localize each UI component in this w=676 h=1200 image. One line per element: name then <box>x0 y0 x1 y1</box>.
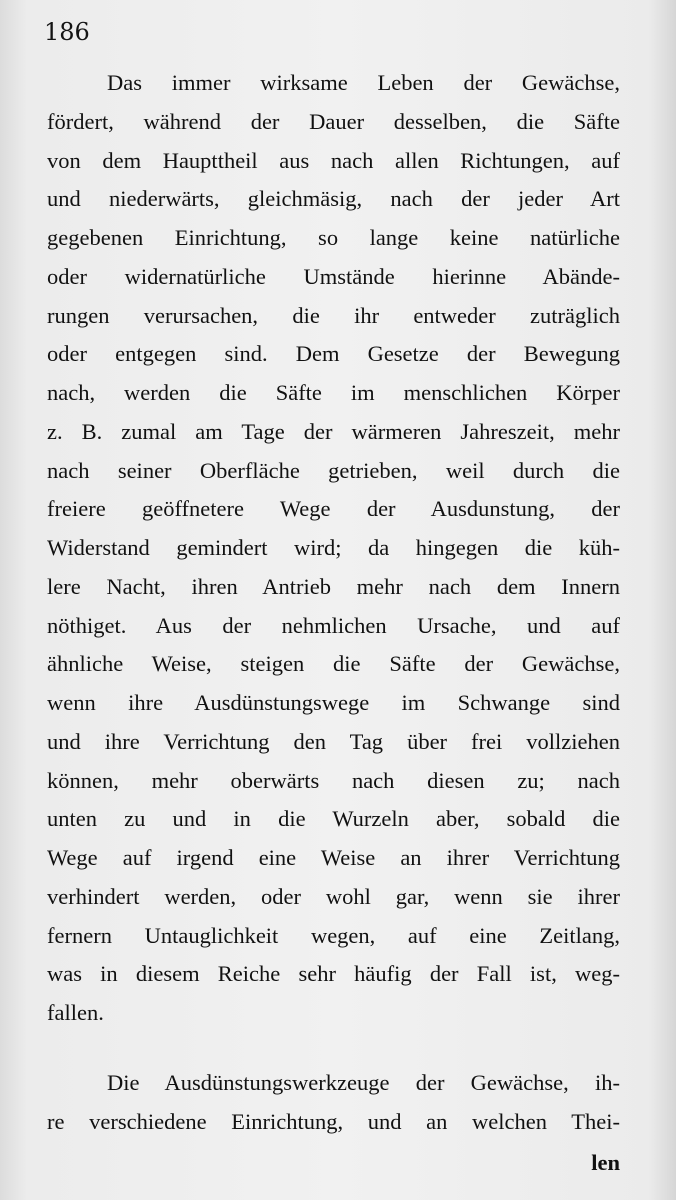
text-line: können, mehr oberwärts nach diesen zu; nach <box>47 767 620 793</box>
page-number: 186 <box>44 18 90 46</box>
text-line: Widerstand gemindert wird; da hingegen die küh- <box>47 535 620 560</box>
text-line: und ihre Verrichtung den Tag über frei vollziehen <box>47 728 620 754</box>
text-line: oder widernatürliche Umstände hierinne Abände- <box>47 263 620 289</box>
text-line: Das immer wirksame Leben der Gewächse, <box>107 70 620 95</box>
text-line: Die Ausdünstungswerkzeuge der Gewächse, ih- <box>107 1070 620 1095</box>
text-line: von dem Haupttheil aus nach allen Richtungen, auf <box>47 147 620 173</box>
text-line: oder entgegen sind. Dem Gesetze der Bewegung <box>47 341 620 367</box>
text-line: fallen. <box>47 1000 104 1025</box>
text-line: gegebenen Einrichtung, so lange keine natürliche <box>47 225 620 250</box>
paragraph-1 <box>47 64 620 1033</box>
text-line: verhindert werden, oder wohl gar, wenn sie ihrer <box>47 883 620 909</box>
text-line: rungen verursachen, die ihr entweder zuträglich <box>47 302 620 328</box>
text-line: fernern Untauglichkeit wegen, auf eine Zeitlang, <box>47 922 620 948</box>
text-line: was in diesem Reiche sehr häufig der Fall ist, weg- <box>47 961 620 987</box>
text-line: z. B. zumal am Tage der wärmeren Jahreszeit, mehr <box>47 418 620 444</box>
text-line: ähnliche Weise, steigen die Säfte der Gewächse, <box>47 651 620 677</box>
text-line: fördert, während der Dauer desselben, die Säfte <box>47 108 620 134</box>
text-line: nach, werden die Säfte im menschlichen Körper <box>47 380 620 405</box>
paragraph-2 <box>47 1064 620 1142</box>
text-line: re verschiedene Einrichtung, und an welchen Thei- <box>47 1108 620 1134</box>
text-line: Wege auf irgend eine Weise an ihrer Verrichtung <box>47 845 620 870</box>
text-line: lere Nacht, ihren Antrieb mehr nach dem Innern <box>47 573 620 599</box>
text-line: freiere geöffnetere Wege der Ausdunstung, der <box>47 496 620 522</box>
text-line: wenn ihre Ausdünstungswege im Schwange sind <box>47 690 620 715</box>
catchword: len <box>591 1150 620 1175</box>
text-line: nöthiget. Aus der nehmlichen Ursache, und auf <box>47 612 620 638</box>
text-line: und niederwärts, gleichmäsig, nach der jeder Art <box>47 186 620 212</box>
text-line: nach seiner Oberfläche getrieben, weil durch die <box>47 457 620 483</box>
text-line: unten zu und in die Wurzeln aber, sobald die <box>47 806 620 832</box>
